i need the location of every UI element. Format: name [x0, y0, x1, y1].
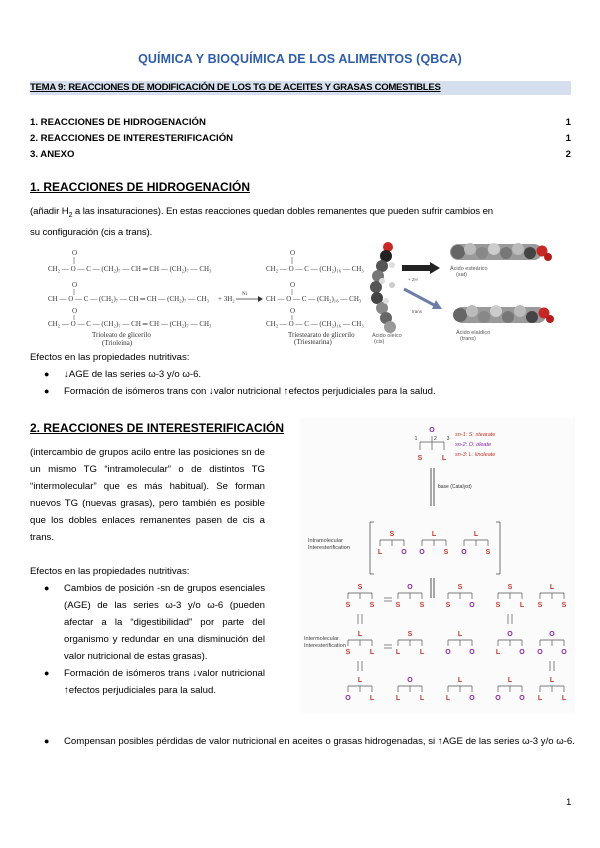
toc-entry[interactable] — [30, 133, 571, 144]
list-item: ● Formación de isómeros trans con ↓valor nutricional ↑efectos perjudiciales para la salud. — [44, 386, 436, 397]
acyl-label-sn3: O — [469, 695, 475, 702]
hydrogenation-figure — [30, 237, 575, 349]
acyl-label-sn3: O — [469, 649, 475, 656]
acyl-label-sn1: O — [345, 695, 351, 702]
acyl-label-sn2: L — [549, 584, 555, 591]
stearic-acid-model — [450, 243, 552, 278]
acyl-label-sn3: O — [401, 549, 407, 556]
acyl-label-sn2: L — [431, 531, 437, 538]
svg-text:Triestearato de glicerilo: Triestearato de glicerilo — [288, 331, 355, 339]
intro-subscript: 2 — [68, 211, 73, 219]
intra-label: Interesterification — [308, 545, 350, 551]
acyl-label-sn1: L — [377, 549, 383, 556]
list-item: ● ↓AGE de las series ω-3 y/o ω-6. — [44, 369, 202, 380]
svg-text:trans: trans — [412, 309, 423, 314]
acyl-label-sn3: S — [561, 602, 567, 609]
legend-entry: sn-2: O: oleate — [455, 442, 492, 448]
svg-text:(cis): (cis) — [374, 339, 385, 345]
svg-text:O: O — [290, 281, 296, 289]
hydrogenation-arrows — [402, 262, 442, 314]
toc-page: 1 — [565, 133, 571, 144]
sn-position-label: 3 — [446, 436, 450, 442]
reaction-arrow — [236, 292, 263, 302]
inter-label: Intermolecular — [304, 636, 339, 642]
legend-entry: sn-3: L: linoleate — [455, 452, 496, 458]
acyl-label-sn1: S — [345, 602, 351, 609]
acyl-label-sn2: S — [357, 584, 363, 591]
acyl-label-sn3: S — [485, 549, 491, 556]
intra-label: Intramolecular — [308, 538, 343, 544]
topic-subtitle: TEMA 9: REACCIONES DE MODIFICACIÓN DE LOS TG DE ACEITES Y GRASAS COMESTIBLES — [30, 81, 571, 95]
acyl-label-sn1: S — [395, 602, 401, 609]
intro-text: (añadir H — [30, 206, 69, 217]
acyl-label-sn3: S — [369, 602, 375, 609]
legend-entry: sn-1: S: stearate — [455, 432, 496, 438]
toc-entry[interactable] — [30, 117, 571, 128]
acyl-label-sn2: L — [357, 631, 363, 638]
acyl-label-sn2: O — [429, 427, 435, 434]
svg-text:(sat): (sat) — [456, 272, 467, 278]
toc-label: 2. REACCIONES DE INTERESTERIFICACIÓN — [30, 133, 234, 144]
svg-text:O: O — [72, 307, 78, 315]
acyl-label-sn1: S — [345, 649, 351, 656]
svg-text:+ 2H: + 2H — [408, 277, 418, 282]
sn-position-label: 1 — [414, 436, 418, 442]
acyl-label-sn1: L — [395, 695, 401, 702]
document-title: QUÍMICA Y BIOQUÍMICA DE LOS ALIMENTOS (QBCA) — [138, 52, 462, 66]
interesterification-extra-list — [30, 733, 575, 750]
effects-label: Efectos en las propiedades nutritivas: — [30, 566, 190, 577]
acyl-label-sn3: S — [419, 602, 425, 609]
acyl-label-sn2: S — [507, 584, 513, 591]
svg-text:CH₂ — O — C — (CH₂)₇ — CH ═ CH: CH₂ — O — C — (CH₂)₇ — CH ═ CH — (CH₂)₇ — CH₃ — [48, 265, 212, 273]
acyl-label-sn1: O — [537, 649, 543, 656]
interesterification-intro: (intercambio de grupos acilo entre las posiciones sn de un mismo TG “intramolecular” o de distintos TG “intermolecular” que es más habitual). Se forman nuevos TG (nuevas grasas), pero también es posible que los dobles enlaces remanentes pasen de cis a trans. — [30, 447, 265, 543]
acyl-label-sn1: L — [537, 695, 543, 702]
toc-page: 1 — [565, 117, 571, 128]
acyl-label-sn1: O — [495, 695, 501, 702]
svg-text:(Trioleína): (Trioleína) — [102, 339, 133, 347]
acyl-label-sn2: O — [407, 584, 413, 591]
acyl-label-sn2: O — [507, 631, 513, 638]
svg-text:CH₂ — O — C — (CH₂)₁₆ — CH₃: CH₂ — O — C — (CH₂)₁₆ — CH₃ — [266, 320, 364, 328]
section-heading-hydrogenation: 1. REACCIONES DE HIDROGENACIÓN — [30, 180, 251, 194]
acyl-label-sn1: L — [395, 649, 401, 656]
acyl-label-sn3: L — [419, 695, 425, 702]
acyl-label-sn2: L — [457, 677, 463, 684]
acyl-label-sn2: L — [473, 531, 479, 538]
acyl-label-sn2: O — [549, 631, 555, 638]
acyl-label-sn2: S — [389, 531, 395, 538]
interesterification-figure — [300, 418, 575, 713]
reagent-label: + 3H₂ — [218, 295, 235, 303]
toc-label: 1. REACCIONES DE HIDROGENACIÓN — [30, 117, 206, 128]
effects-label: Efectos en las propiedades nutritivas: — [30, 352, 190, 363]
sn-position-label: 2 — [434, 436, 437, 442]
toc-entry[interactable] — [30, 149, 571, 160]
acyl-label-sn2: S — [457, 584, 463, 591]
acyl-label-sn1: S — [445, 602, 451, 609]
svg-text:O: O — [290, 249, 296, 257]
acyl-label-sn1: L — [495, 649, 501, 656]
acyl-label-sn1: O — [445, 649, 451, 656]
triolein-formula — [48, 249, 212, 347]
intro-text: a las insaturaciones). En estas reacciones quedan dobles remanentes que pueden sufrir cambios en — [72, 206, 494, 217]
acyl-label-sn3: O — [561, 649, 567, 656]
list-item: ● Cambios de posición -sn de grupos esenciales (AGE) de las series ω-3 y/o ω-6 (pueden afectar a la “digestibilidad” por parte del organismo y redundar en una disminución del valor nutricional de estas grasas). — [44, 583, 265, 662]
acyl-label-sn3: L — [519, 602, 525, 609]
acyl-label-sn2: L — [549, 677, 555, 684]
acyl-label-sn1: S — [537, 602, 543, 609]
acyl-label-sn1: S — [417, 455, 423, 462]
section-heading-interesterification: 2. REACCIONES DE INTERESTERIFICACIÓN — [30, 421, 285, 435]
svg-text:Ácido elaídico: Ácido elaídico — [456, 330, 491, 336]
acyl-label-sn3: L — [441, 455, 447, 462]
acyl-label-sn3: S — [443, 549, 449, 556]
svg-text:O: O — [72, 249, 78, 257]
oleic-acid-model — [370, 242, 402, 345]
intro-text: su configuración (cis a trans). — [30, 226, 153, 238]
acyl-label-sn3: O — [469, 602, 475, 609]
interesterification-effects-list — [30, 580, 265, 699]
svg-text:Trioleato de glicerilo: Trioleato de glicerilo — [92, 331, 151, 339]
acyl-label-sn3: L — [369, 649, 375, 656]
svg-text:CH — O — C — (CH₂)₁₆ — CH₃: CH — O — C — (CH₂)₁₆ — CH₃ — [266, 295, 362, 303]
acyl-label-sn3: L — [561, 695, 567, 702]
svg-text:Ácido esteárico: Ácido esteárico — [450, 266, 488, 272]
svg-text:Ácido oleico: Ácido oleico — [372, 333, 402, 339]
acyl-label-sn2: S — [407, 631, 413, 638]
svg-text:(trans): (trans) — [460, 336, 476, 342]
svg-text:Ni: Ni — [242, 292, 247, 297]
acyl-label-sn3: L — [419, 649, 425, 656]
svg-text:CH₂ — O — C — (CH₂)₁₆ — CH₃: CH₂ — O — C — (CH₂)₁₆ — CH₃ — [266, 265, 364, 273]
list-item: ● Compensan posibles pérdidas de valor nutricional en aceites o grasas hidrogenadas, si ↑AGE de las series ω-3 y/o ω-6. — [44, 736, 575, 747]
svg-text:O: O — [72, 281, 78, 289]
acyl-label-sn1: S — [495, 602, 501, 609]
elaidic-acid-model — [453, 305, 554, 342]
svg-text:O: O — [290, 307, 296, 315]
hydrogenation-intro — [30, 203, 575, 241]
catalyst-label: base (Catalyst) — [438, 484, 472, 490]
acyl-label-sn3: O — [519, 695, 525, 702]
svg-text:CH₂ — O — C — (CH₂)₇ — CH ═ CH: CH₂ — O — C — (CH₂)₇ — CH ═ CH — (CH₂)₇ — CH₃ — [48, 320, 212, 328]
list-item: ● Formación de isómeros trans ↓valor nutricional ↑efectos perjudiciales para la salud. — [44, 668, 265, 696]
toc-label: 3. ANEXO — [30, 149, 75, 160]
acyl-label-sn1: O — [419, 549, 425, 556]
acyl-label-sn2: O — [407, 677, 413, 684]
acyl-label-sn2: L — [457, 631, 463, 638]
acyl-label-sn1: O — [461, 549, 467, 556]
acyl-label-sn3: L — [369, 695, 375, 702]
tristearin-formula — [266, 249, 364, 346]
inter-label: Interesterification — [304, 643, 346, 649]
page-number: 1 — [566, 797, 572, 808]
toc-page: 2 — [565, 149, 571, 160]
hydrogenation-effects-list — [30, 366, 575, 400]
acyl-label-sn3: O — [519, 649, 525, 656]
acyl-label-sn2: L — [507, 677, 513, 684]
acyl-label-sn2: L — [357, 677, 363, 684]
svg-text:(Triestearina): (Triestearina) — [294, 338, 332, 346]
acyl-label-sn1: L — [445, 695, 451, 702]
svg-text:CH — O — C — (CH₂)₇ — CH ═ CH: CH — O — C — (CH₂)₇ — CH ═ CH — (CH₂)₇ — CH₃ — [48, 295, 210, 303]
